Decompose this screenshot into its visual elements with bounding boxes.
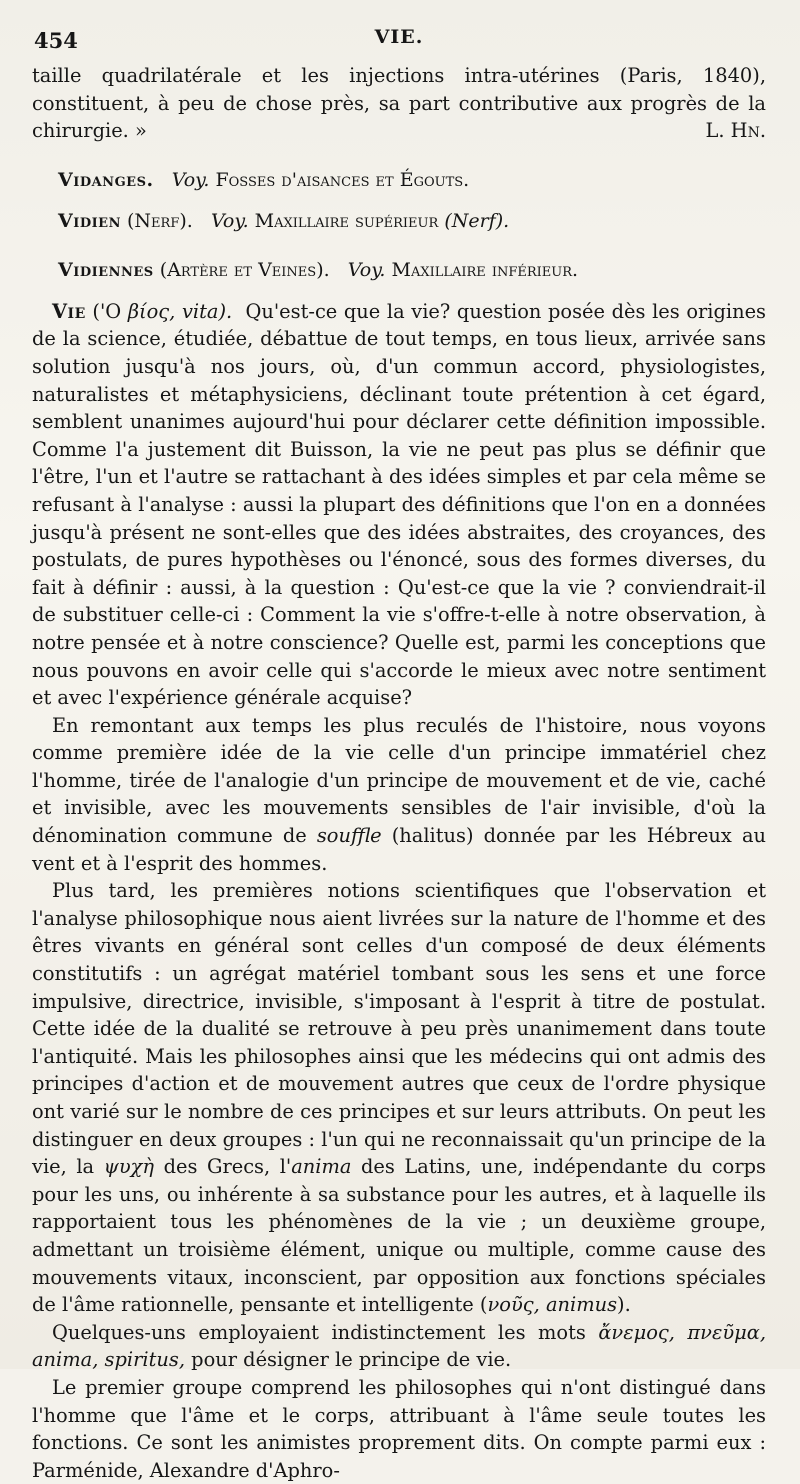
cross-reference: Fosses d'aisances et Égouts. <box>215 168 470 191</box>
italic-term: anima, <box>32 1348 99 1372</box>
greek-term: ἄνεμος, <box>598 1320 675 1344</box>
paragraph-text: des Grecs, l' <box>163 1155 292 1179</box>
italic-term: anima <box>291 1155 352 1179</box>
paragraph-text: Le premier groupe comprend les philosophes qui n'ont distingué dans l'homme que l'âme et le corps, attribuant à l'âme seule toutes les fonctions. Ce sont les animistes proprement dits. On compte parmi eux : Parménide, Alexandre d'Aphro- <box>32 1375 766 1482</box>
headword-vidanges: Vidanges. <box>58 168 154 191</box>
voy-label: Voy. <box>210 209 249 232</box>
headword-qualifier: (Artère et Veines). <box>159 258 330 281</box>
voy-label: Voy. <box>347 258 386 281</box>
article-vie-p5 <box>32 1374 766 1484</box>
greek-term: νοῦς, <box>487 1293 540 1317</box>
intro-paragraph <box>32 62 766 145</box>
greek-term: πνεῦμα, <box>687 1320 766 1344</box>
article-vie-p2 <box>32 712 766 878</box>
paragraph-text: Quelques-uns employaient indistinctement les mots <box>52 1320 586 1344</box>
headword-vie: Vie <box>52 299 86 323</box>
cross-reference: Maxillaire supérieur <box>254 209 439 232</box>
entry-vidanges <box>32 167 766 194</box>
headword-qualifier: (Nerf). <box>127 209 193 232</box>
italic-term: souffle <box>316 824 382 848</box>
paragraph-text: (halitus) donnée par les Hébreux au vent et à l'esprit des hommes. <box>32 824 766 875</box>
etymology-latin: vita). <box>181 299 233 323</box>
running-title: VIE. <box>374 26 424 48</box>
italic-term: animus <box>545 1293 618 1317</box>
article-vie-p1 <box>32 298 766 712</box>
headword-vidiennes: Vidiennes <box>58 258 154 281</box>
intro-text: taille quadrilatérale et les injections intra-utérines (Paris, 1840), constituent, à peu de chose près, sa part contributive aux progrès de la chirurgie. » <box>32 64 766 143</box>
etymology-open: ('O <box>92 299 122 323</box>
entry-vidien <box>32 208 766 235</box>
entry-vidiennes <box>32 257 766 284</box>
paragraph-text: des Latins, une, indépendante du corps pour les uns, ou inhérente à sa substance pour les autres, et à laquelle ils rapportaient tous les phénomènes de la vie ; un deuxième groupe, admettant un troisième élément, unique ou multiple, comme cause des mouvements vitaux, inconscient, par opposition aux fonctions spéciales de l'âme rationnelle, pensante et intelligente ( <box>32 1155 766 1317</box>
paragraph-text: Qu'est-ce que la vie? question posée dès les origines de la science, étudiée, débattue de tout temps, en tous lieux, arrivée sans solution jusqu'à nos jours, où, d'un commun accord, physiologistes, naturalistes et métaphysiciens, déclinant toute prétention à cet égard, semblent unanimes aujourd'hui pour déclarer cette définition impossible. Comme l'a justement dit Buisson, la vie ne peut pas plus se définir que l'être, l'un et l'autre se rattachant à des idées simples et par cela même se refusant à l'analyse : aussi la plupart des définitions que l'on en a données jusqu'à présent ne sont-elles que des idées abstraites, des croyances, des postulats, de pures hypothèses ou l'énoncé, sous des formes diverses, du fait à définir : aussi, à la question : Qu'est-ce que la vie ? conviendrait-il de substituer celle-ci : Comment la vie s'offre-t-elle à notre observation, à notre pensée et à notre conscience? Quelle est, parmi les conceptions que nous pouvons en avoir celle qui s'accorde le mieux avec notre sentiment et avec l'expérience générale acquise? <box>32 299 766 710</box>
page-number: 454 <box>34 28 78 53</box>
page-header <box>32 22 766 62</box>
article-vie-p3 <box>32 877 766 1319</box>
paragraph-text: Plus tard, les premières notions scientifiques que l'observation et l'analyse philosophique nous aient livrées sur la nature de l'homme et des êtres vivants en général sont celles d'un composé de deux éléments constitutifs : un agrégat matériel tombant sous les sens et une force impulsive, directrice, invisible, s'imposant à l'esprit à titre de postulat. Cette idée de la dualité se retrouve à peu près unanimement dans toute l'antiquité. Mais les philosophes ainsi que les médecins qui ont admis des principes d'action et de mouvement autres que ceux de l'ordre physique ont varié sur le nombre de ces principes et sur leurs attributs. On peut les distinguer en deux groupes : l'un qui ne reconnaissait qu'un principe de la vie, la <box>32 879 766 1179</box>
headword-vidien: Vidien <box>58 209 121 232</box>
voy-label: Voy. <box>171 168 210 191</box>
paragraph-text: ). <box>617 1293 631 1317</box>
author-signature: L. Hn. <box>705 119 766 143</box>
cross-reference-qualifier: (Nerf). <box>444 209 510 232</box>
italic-term: spiritus, <box>104 1348 185 1372</box>
greek-term: ψυχὴ <box>103 1155 155 1179</box>
paragraph-text: En remontant aux temps les plus reculés de l'histoire, nous voyons comme première idée de la vie celle d'un principe immatériel chez l'homme, tirée de l'analogie d'un principe de mouvement et de vie, caché et invisible, avec les mouvements sensibles de l'air invisible, d'où la dénomination commune de <box>32 713 766 848</box>
article-vie-p4 <box>32 1319 766 1374</box>
cross-reference: Maxillaire inférieur. <box>391 258 579 281</box>
paragraph-text: pour désigner le principe de vie. <box>191 1348 512 1372</box>
etymology-greek: βίος, <box>127 299 176 323</box>
